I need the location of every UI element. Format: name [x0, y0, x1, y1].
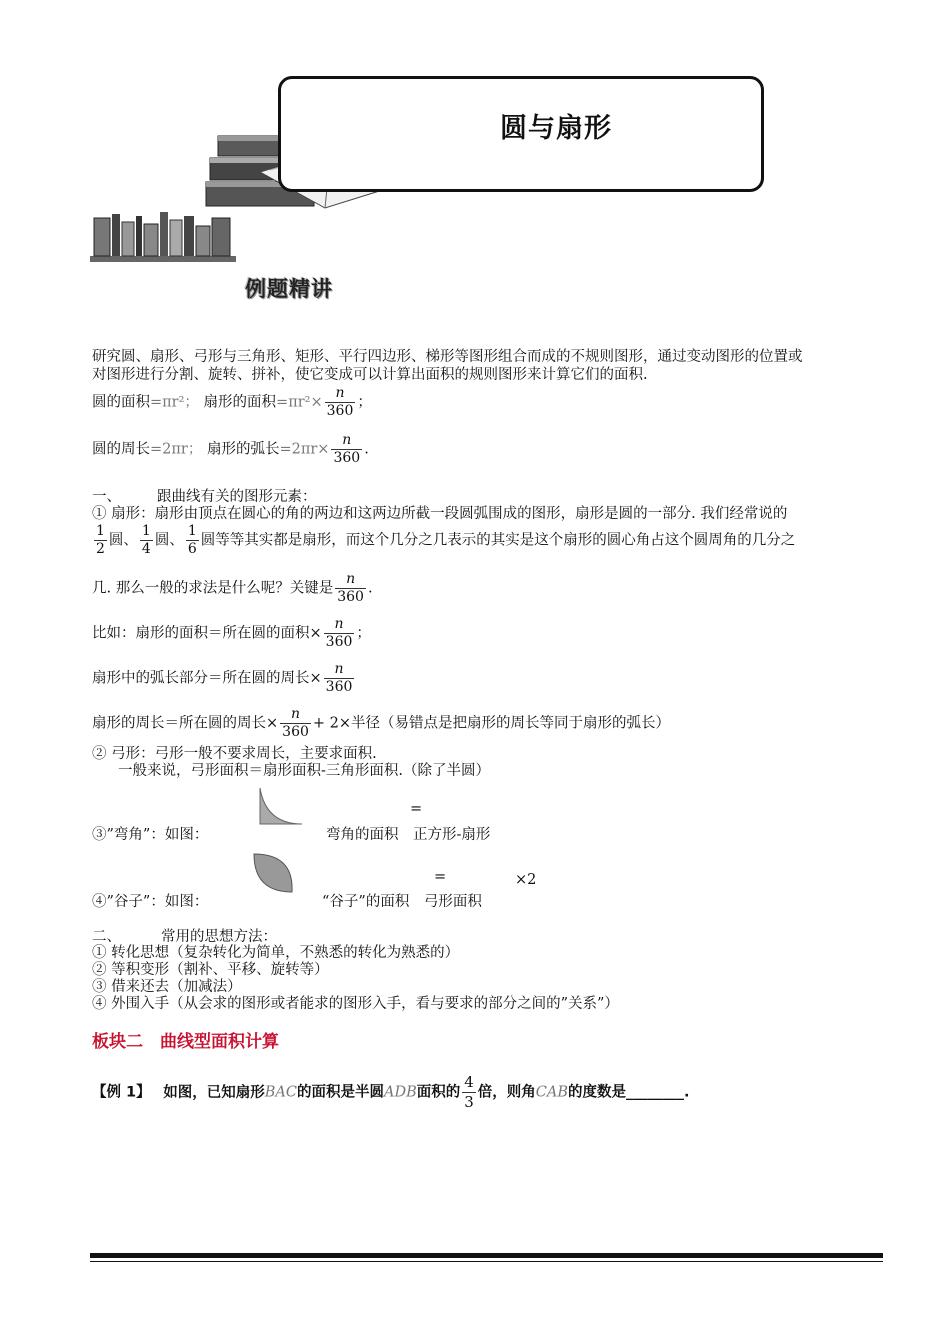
arc-length-expr: =2πr× [279, 441, 330, 458]
section-heading: 例题精讲 [245, 277, 333, 301]
sector-definition-line-2: $\frac{1}{2}$ 圆、 $\frac{1}{4}$ 圆、 $\frac{1}{6}$ 圆等等其实都是扇形，而这个几分之几表示的其实是这个扇形的圆心角占这个圆周角的几分之 [96, 523, 796, 557]
intro-line-1: 研究圆、扇形、弓形与三角形、矩形、平行四边形、梯形等图形组合而成的不规则图形，通过变动图形的位置或 [92, 349, 803, 365]
area-formula-line: 圆的面积=πr²； 扇形的面积=πr²× $\frac{n}{360}$ ； [92, 385, 372, 419]
corner-formula: 弯角的面积 正方形-扇形 [326, 827, 491, 843]
circumference-expr: =2πr； [150, 441, 203, 458]
corner-label: ③”弯角”：如图： [92, 827, 209, 843]
circumference-formula-line: 圆的周长=2πr； 扇形的弧长=2πr× $\frac{n}{360}$ . [92, 432, 369, 466]
example-tag: 【例 1】 [92, 1084, 151, 1101]
fraction-n-360: $\frac{n}{360}$ [337, 571, 364, 605]
example-sector-perimeter: 扇形的周长＝所在圆的周长× $\frac{n}{360}$ + 2×半径（易错点是把扇形的周长等同于扇形的弧长） [92, 706, 671, 740]
bow-shape-line-1: ② 弓形：弓形一般不要求周长，主要求面积. [92, 746, 377, 762]
fraction-4-3: $\frac{4}{3}$ [464, 1073, 474, 1111]
method-item-4: ④ 外围入手（从会求的图形或者能求的图形入手，看与要求的部分之间的”关系”） [92, 996, 619, 1012]
fraction-1-2: $\frac{1}{2}$ [96, 523, 105, 557]
example-1: 【例 1】 如图，已知扇形BAC的面积是半圆ADB面积的 $\frac{4}{3}$ 倍，则角CAB的度数是________. [92, 1073, 690, 1111]
sector-definition-line-1: ① 扇形：扇形由顶点在圆心的角的两边和这两边所截一段圆弧围成的图形，扇形是圆的一部分. 我们经常说的 [92, 506, 788, 522]
bow-shape-line-2: 一般来说，弓形面积＝扇形面积-三角形面积.（除了半圆） [118, 763, 491, 779]
grain-shape-figure [250, 850, 296, 896]
circle-area-label: 圆的面积 [92, 394, 150, 411]
fraction-1-4: $\frac{1}{4}$ [141, 523, 151, 557]
example-sector-area: 比如：扇形的面积＝所在圆的面积× $\frac{n}{360}$ ； [92, 616, 371, 650]
arc-length-label: 扇形的弧长 [206, 441, 280, 458]
block-title: 板块二 曲线型面积计算 [92, 1032, 279, 1052]
fraction-n-360: $\frac{n}{360}$ [325, 661, 353, 695]
bookshelf-illustration [90, 212, 236, 264]
page-title: 圆与扇形 [500, 113, 612, 144]
sector-definition-line-3: 几. 那么一般的求法是什么呢？关键是 $\frac{n}{360}$ . [92, 571, 373, 605]
intro-line-2: 对图形进行分割、旋转、拼补，使它变成可以计算出面积的规则图形来计算它们的面积. [92, 367, 648, 383]
grain-times-two: ×2 [515, 872, 537, 888]
method-item-3: ③ 借来还去（加减法） [92, 979, 242, 995]
fraction-n-360: $\frac{n}{360}$ [333, 432, 361, 466]
method-item-1: ① 转化思想（复杂转化为简单，不熟悉的转化为熟悉的） [92, 945, 460, 961]
corner-shape-figure [258, 786, 304, 826]
footer-rule-thick [90, 1253, 883, 1258]
sector-area-expr: =πr²× [276, 394, 323, 411]
grain-formula: “谷子”的面积 弓形面积 [322, 894, 482, 910]
method-item-2: ② 等积变形（割补、平移、旋转等） [92, 962, 329, 978]
grain-label: ④”谷子”：如图： [92, 894, 209, 910]
fraction-1-6: $\frac{1}{6}$ [187, 523, 197, 557]
circumference-label: 圆的周长 [92, 441, 150, 458]
fraction-n-360: $\frac{n}{360}$ [326, 385, 354, 419]
sector-area-label: 扇形的面积 [203, 394, 277, 411]
footer-rule-thin [90, 1261, 883, 1262]
part2-heading: 二、 常用的思想方法： [92, 929, 277, 945]
fraction-n-360: $\frac{n}{360}$ [282, 706, 309, 740]
grain-equals: = [434, 869, 447, 885]
circle-area-expr: =πr²； [150, 394, 199, 411]
corner-equals: = [410, 801, 423, 817]
example-arc-length: 扇形中的弧长部分＝所在圆的周长× $\frac{n}{360}$ [92, 661, 353, 695]
part1-heading: 一、 跟曲线有关的图形元素： [92, 489, 317, 505]
fraction-n-360: $\frac{n}{360}$ [325, 616, 353, 650]
